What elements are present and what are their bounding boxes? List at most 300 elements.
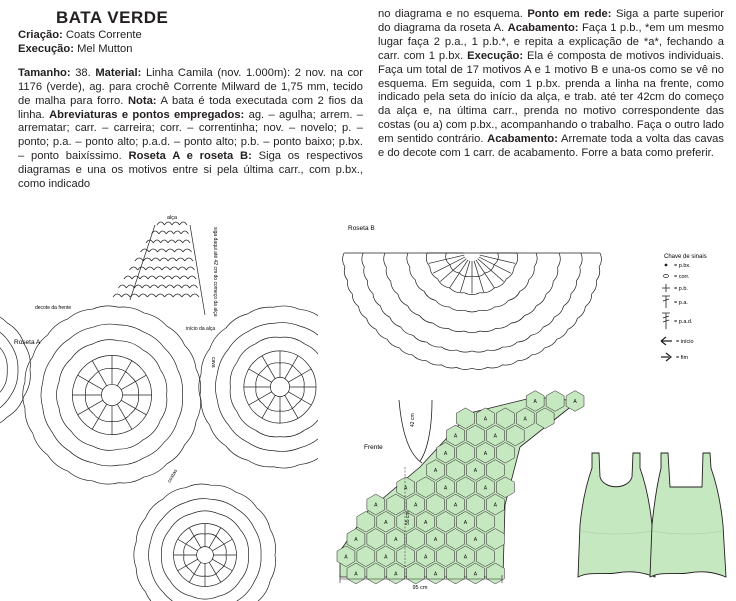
strap-arch bbox=[166, 285, 174, 288]
section-text: Siga os respectivos diagramas e una os motivos entre si pela última carr., com p.bx., como indicado bbox=[18, 150, 363, 191]
rosette-bottom-arch bbox=[151, 518, 163, 542]
motif-label-a: A bbox=[344, 554, 348, 561]
rosette-bottom-arch bbox=[149, 542, 151, 569]
label-roseta-b: Roseta B bbox=[348, 225, 375, 232]
rosette-right-arch bbox=[230, 387, 237, 412]
rosette-b-arch bbox=[480, 307, 495, 311]
motif-label-a: A bbox=[404, 485, 408, 492]
rosette-right-arch bbox=[256, 370, 263, 387]
rosette-main-arch bbox=[112, 368, 131, 376]
rosette-b-arch bbox=[407, 253, 410, 267]
rosette-right-arch bbox=[256, 387, 263, 404]
motif-label-a: A bbox=[443, 450, 448, 457]
rosette-bottom-arch bbox=[163, 503, 185, 518]
strap-arch bbox=[190, 294, 199, 297]
rosette-main-arch bbox=[167, 445, 185, 464]
rosette-b-arch bbox=[487, 365, 502, 368]
strap-arch bbox=[157, 222, 165, 225]
rosette-main-arch bbox=[70, 327, 93, 339]
motif-label-a: A bbox=[453, 502, 458, 509]
rosette-right-arch bbox=[323, 413, 339, 435]
legend-item: = p.a. bbox=[674, 300, 688, 306]
creation-value: Coats Corrente bbox=[62, 29, 142, 41]
section-label: Nota: bbox=[127, 94, 157, 107]
rosette-main-spoke bbox=[78, 400, 103, 415]
rosette-main-arch bbox=[47, 455, 68, 471]
rosette-bottom-arch bbox=[170, 581, 192, 597]
rosette-right-arch bbox=[248, 307, 274, 314]
rosette-b-arch bbox=[427, 342, 442, 347]
strap-arch bbox=[119, 285, 127, 288]
strap-arch bbox=[186, 267, 194, 270]
strap-arch bbox=[166, 249, 175, 252]
rosette-b-arch bbox=[568, 318, 578, 329]
rosette-b-arch bbox=[577, 307, 585, 319]
rosette-b-spoke bbox=[479, 257, 511, 273]
strap-arch bbox=[142, 285, 150, 288]
strap-arch bbox=[181, 231, 188, 234]
legend-symbol-pbx bbox=[665, 264, 668, 267]
rosette-left-arch bbox=[0, 326, 10, 344]
rosette-bottom-spoke bbox=[189, 528, 201, 548]
rosette-b-arch bbox=[408, 306, 420, 316]
rosette-b-arch bbox=[464, 310, 479, 312]
text-column-left bbox=[18, 9, 363, 192]
rosette-b-arch bbox=[344, 267, 347, 281]
rosette-b-arch bbox=[464, 331, 480, 333]
motif-label-a: A bbox=[493, 433, 498, 440]
rosette-main-arch bbox=[41, 382, 43, 408]
rosette-right-spoke bbox=[262, 356, 275, 379]
rosette-bottom-arch bbox=[227, 555, 236, 577]
rosette-b-arch bbox=[415, 280, 424, 291]
rosette-right-arch bbox=[248, 323, 273, 331]
motif-label-a: A bbox=[533, 399, 537, 405]
rosette-right-arch bbox=[217, 349, 228, 373]
strap-arch bbox=[138, 267, 146, 270]
rosette-b-arch bbox=[592, 281, 597, 294]
rosette-b-arch bbox=[391, 281, 398, 294]
strap-arch bbox=[175, 249, 184, 252]
strap-arch bbox=[124, 276, 132, 279]
rosette-bottom-arch bbox=[255, 529, 261, 555]
rosette-b-arch bbox=[368, 281, 374, 294]
rosette-right-arch bbox=[215, 374, 217, 401]
rosette-right-arch bbox=[305, 344, 323, 362]
rosette-b-arch bbox=[487, 347, 502, 350]
rosette-right-arch bbox=[300, 309, 324, 320]
rosette-b-arch bbox=[534, 253, 537, 267]
garment-front-shape bbox=[578, 453, 655, 577]
strap-arch bbox=[122, 294, 131, 297]
strap-arch bbox=[162, 267, 170, 270]
rosette-b-arch bbox=[362, 253, 364, 267]
rosette-bottom-arch bbox=[170, 514, 192, 530]
rosette-main-arch bbox=[143, 332, 164, 348]
rosette-right-arch bbox=[324, 436, 343, 454]
rosette-b-arch bbox=[558, 253, 561, 267]
section-text: Siga a parte superior do diagrama da roseta A. bbox=[378, 8, 724, 34]
rosette-bottom-spoke bbox=[209, 562, 221, 582]
motif-label-a: A bbox=[433, 468, 438, 474]
rosette-b-arch bbox=[543, 317, 554, 327]
strap-arch bbox=[176, 258, 184, 261]
rosette-right-arch bbox=[297, 387, 304, 404]
rosette-b-spoke bbox=[450, 260, 468, 288]
rosette-b-arch bbox=[536, 294, 546, 306]
rosette-right-arch bbox=[324, 320, 343, 338]
rosette-b-arch bbox=[441, 347, 456, 350]
rosette-b-arch bbox=[585, 294, 591, 307]
diagrams-area bbox=[0, 205, 736, 601]
section-text: A bata é toda executada com 2 fios da linha. bbox=[18, 94, 364, 121]
rosette-main-arch bbox=[93, 324, 119, 327]
garment-front bbox=[578, 453, 655, 577]
motif-label-a: A bbox=[473, 537, 478, 543]
rosette-bottom-arch bbox=[184, 540, 190, 555]
rosette-main-arch bbox=[92, 306, 118, 309]
rosette-left-arch bbox=[10, 370, 18, 396]
rosette-b-arch bbox=[373, 294, 380, 306]
strap-arch bbox=[185, 258, 193, 261]
rosette-main-arch bbox=[68, 309, 92, 319]
rosette-bottom-arch bbox=[236, 492, 257, 508]
rosette-main-arch bbox=[131, 376, 139, 395]
rosette-main-arch bbox=[178, 395, 183, 420]
motif-label-a: A bbox=[394, 571, 398, 578]
rosette-right-arch bbox=[273, 465, 299, 469]
section-text: ag. – agulha; arrem. – arrematar; carr. – carreira; corr. – correntinha; nov. – novelo; p. – ponto; p.a. – ponto alto; p.a.d. – ponto alto; p.b. – ponto baixo; p.bx. – ponto baixíssimo. bbox=[18, 108, 363, 163]
rosette-bottom-center bbox=[197, 547, 214, 564]
legend-symbol-pa bbox=[662, 296, 670, 308]
rosette-main-arch bbox=[71, 431, 92, 446]
rosette-b-arch bbox=[448, 328, 464, 331]
rosette-main-arch bbox=[33, 433, 48, 455]
rosette-b-arch bbox=[386, 267, 391, 281]
section-label: Abreviaturas e pontos empregados: bbox=[49, 108, 245, 121]
rosette-left-arch bbox=[24, 370, 30, 396]
section-label: Acabamento: bbox=[487, 133, 558, 146]
legend bbox=[661, 254, 707, 361]
rosette-bottom-arch bbox=[183, 524, 205, 533]
rosette-main-arch bbox=[119, 341, 143, 350]
rosette-main-arch bbox=[93, 340, 119, 344]
rosette-main-spoke bbox=[117, 404, 132, 429]
strap-arch bbox=[152, 258, 160, 261]
strap-arch bbox=[165, 294, 174, 297]
rosette-bottom-arch bbox=[145, 499, 162, 518]
rosette-bottom-arch bbox=[145, 592, 162, 601]
rosette-main-spoke bbox=[92, 404, 107, 429]
section-text: Faça 1 p.b., *em um mesmo lugar faça 2 p.a., 1 p.b.*, e repita a explicação de *a*, fechando a carr. com 1 p.bx. bbox=[378, 21, 724, 62]
rosette-main-arch bbox=[118, 458, 143, 465]
assembly-schematic bbox=[337, 391, 584, 591]
rosette-right-arch bbox=[297, 370, 304, 387]
strap-arch bbox=[180, 222, 188, 225]
rosette-left-arch bbox=[0, 312, 7, 324]
section-label: Roseta A e roseta B: bbox=[128, 150, 252, 163]
rosette-main-arch bbox=[119, 477, 145, 483]
strap-arch bbox=[158, 249, 167, 252]
rosette-main-arch bbox=[25, 357, 33, 382]
rosette-right-arch bbox=[228, 332, 248, 350]
rosette-b-arch bbox=[580, 253, 582, 267]
rosette-right-arch bbox=[262, 351, 286, 356]
motif-label-a: A bbox=[384, 554, 388, 561]
strap-arch bbox=[156, 294, 165, 297]
strap-arch bbox=[154, 267, 162, 270]
credit-creation bbox=[18, 29, 363, 43]
rosette-right-arch bbox=[230, 362, 237, 387]
rosette-bottom-arch bbox=[174, 555, 183, 577]
motif-label-a: A bbox=[374, 502, 378, 509]
rosette-b-arch bbox=[599, 253, 601, 267]
rosette-bottom-spoke bbox=[178, 559, 198, 571]
legend-item: = fim bbox=[676, 355, 689, 361]
section-label: Execução: bbox=[467, 49, 524, 62]
section-label: Tamanho: bbox=[18, 66, 71, 79]
strap-arch bbox=[183, 249, 192, 252]
rosette-right-arch bbox=[273, 323, 299, 327]
rosette-bottom-arch bbox=[184, 555, 190, 570]
rosette-right-arch bbox=[308, 364, 316, 387]
rosette-bottom-arch bbox=[270, 530, 275, 555]
rosette-main-arch bbox=[119, 307, 145, 313]
legend-symbol-fim bbox=[661, 353, 671, 361]
strap-arch bbox=[164, 276, 172, 279]
label-inicio-alca: início da alça bbox=[186, 326, 216, 332]
rosette-bottom-arch bbox=[205, 577, 227, 586]
rosette-main-spoke bbox=[121, 375, 146, 390]
rosette-right-arch bbox=[255, 337, 280, 344]
rosette-bottom-arch bbox=[257, 508, 271, 530]
rosette-right-arch bbox=[323, 339, 339, 361]
rosette-right-arch bbox=[263, 404, 280, 411]
rosette-right-partial bbox=[199, 306, 361, 468]
motif-label-a: A bbox=[473, 468, 478, 474]
section-text: Ela é composta de motivos individuais. Faça um total de 17 motivos A e 1 motivo B e una-os como se vê no esquema. Em seguida, com 1 p.bx. prenda a linha na frente, como indicado pela seta do início da alça, e trab. até ter 42cm do começo da alça e, na última carr., prenda no motivo correspondente das costas (ou a) com p.bx., acompanhando o trabalho. Faça o outro lado em sentido contrário. bbox=[378, 49, 724, 146]
rosette-b-arch bbox=[553, 267, 558, 281]
strap-arch bbox=[149, 249, 158, 252]
legend-symbol-inicio bbox=[661, 337, 672, 345]
rosette-b-arch bbox=[398, 294, 408, 306]
strap-arch bbox=[190, 285, 198, 288]
motif-label-a: A bbox=[473, 571, 478, 578]
rosette-b-arch bbox=[503, 361, 518, 365]
rosette-main-arch bbox=[178, 370, 183, 395]
legend-symbol-pad bbox=[662, 313, 670, 329]
section-text: Linha Camila (nov. 1.000m): 2 nov. na cor 1176 (verde), ag. para crochê Corrente Milward de 1,75 mm, tecido de malha para forro. bbox=[18, 66, 363, 107]
section-label: Material: bbox=[95, 66, 142, 79]
rosette-right-spoke bbox=[262, 395, 275, 418]
section-label: Acabamento: bbox=[507, 21, 579, 34]
schematic-strap-outline bbox=[399, 400, 432, 463]
rosette-b-arch bbox=[420, 316, 434, 324]
legend-item: = p.b. bbox=[674, 286, 688, 292]
rosette-bottom-arch bbox=[192, 596, 219, 599]
rosette-b-arch bbox=[517, 355, 531, 361]
rosette-main-arch bbox=[112, 414, 131, 422]
rosette-main-arch bbox=[92, 355, 119, 360]
rosette-b-arch bbox=[390, 317, 401, 327]
rosette-main-arch bbox=[167, 326, 185, 345]
strap-arch bbox=[141, 249, 150, 252]
hex-grid bbox=[337, 391, 584, 584]
rosette-b-arch bbox=[554, 306, 563, 317]
rosette-b-arch bbox=[441, 365, 456, 368]
rosette-bottom-arch bbox=[237, 509, 255, 529]
rosette-b-arch bbox=[472, 350, 487, 352]
strap-arch bbox=[113, 294, 122, 297]
rosette-bottom-arch bbox=[220, 540, 226, 555]
rosette-left-arch bbox=[0, 370, 7, 394]
label-alca: alça bbox=[166, 215, 178, 221]
motif-label-a: A bbox=[433, 571, 438, 578]
rosette-right-arch bbox=[201, 349, 210, 374]
rosette-right-arch bbox=[356, 387, 361, 413]
legend-item: = corr. bbox=[674, 274, 690, 280]
label-cava: cava bbox=[210, 357, 216, 368]
rosette-b-arch bbox=[524, 306, 536, 316]
rosette-main-arch bbox=[131, 395, 139, 414]
strap-arch bbox=[166, 231, 173, 234]
motif-label-a: A bbox=[483, 416, 488, 423]
rosette-bottom-arch bbox=[174, 533, 183, 555]
strap-edge bbox=[130, 225, 205, 315]
rosette-right-arch bbox=[273, 448, 299, 452]
strap-arch bbox=[148, 276, 156, 279]
rosette-main-arch bbox=[85, 395, 93, 414]
rosette-main-arch bbox=[143, 442, 164, 458]
rosette-b-spoke bbox=[429, 255, 465, 263]
rosette-right-arch bbox=[343, 413, 356, 436]
rosette-b-arch bbox=[514, 253, 518, 267]
strap-arch bbox=[140, 276, 148, 279]
rosette-right-spoke bbox=[249, 392, 272, 405]
strap-arch bbox=[160, 258, 168, 261]
rosette-main-arch bbox=[142, 395, 151, 420]
rosette-bottom-arch bbox=[190, 570, 205, 576]
rosette-b-arch bbox=[517, 335, 531, 342]
rosette-left-partial bbox=[0, 309, 30, 431]
rosette-b-diagram bbox=[343, 253, 602, 369]
rosette-left-arch bbox=[7, 396, 24, 417]
rosette-right-arch bbox=[273, 306, 299, 310]
rosette-main-arch bbox=[144, 464, 167, 477]
rosette-main-spoke bbox=[121, 400, 146, 415]
legend-item: = p.bx. bbox=[674, 263, 691, 269]
legend-symbol-corr bbox=[664, 274, 669, 277]
rosette-right-arch bbox=[280, 430, 305, 437]
rosette-main-spoke bbox=[92, 361, 107, 386]
rosette-bottom-arch bbox=[185, 499, 212, 503]
rosette-b-arch bbox=[399, 348, 412, 355]
rosette-right-arch bbox=[308, 387, 316, 410]
rosette-b-arch bbox=[520, 280, 529, 291]
rosette-bottom-arch bbox=[190, 534, 205, 540]
rosette-bottom-arch bbox=[218, 514, 240, 530]
rosette-b-arch bbox=[449, 307, 464, 311]
rosette-bottom-arch bbox=[186, 484, 212, 488]
rosette-b-arch bbox=[508, 291, 520, 300]
rosette-main-arch bbox=[164, 348, 178, 370]
rosette-bottom-arch bbox=[240, 529, 248, 555]
rosette-bottom-arch bbox=[212, 499, 237, 509]
legend-item: = p.a.d. bbox=[674, 319, 693, 325]
motif-label-a: A bbox=[423, 554, 428, 561]
label-costas-vertical: costas bbox=[166, 468, 179, 484]
rosette-b-arch bbox=[480, 328, 496, 331]
strap-arch bbox=[134, 285, 142, 288]
rosette-b-arch bbox=[557, 329, 568, 339]
rosette-bottom-arch bbox=[237, 581, 255, 601]
rosette-main-arch bbox=[93, 414, 112, 422]
rosette-right-spoke bbox=[249, 369, 272, 382]
rosette-main-arch bbox=[43, 408, 52, 432]
instructions-right bbox=[378, 8, 724, 161]
rosette-bottom-arch bbox=[183, 577, 205, 586]
rosette-main-arch bbox=[70, 451, 93, 463]
instructions-left bbox=[18, 67, 363, 192]
rosette-b-arch bbox=[531, 327, 543, 335]
rosette-b-arch bbox=[352, 294, 358, 307]
strap-arch bbox=[135, 258, 143, 261]
rosette-left-arch bbox=[0, 396, 10, 414]
rosette-right-arch bbox=[343, 338, 356, 361]
label-vertical-note: siga daqui até 42 cm do começo da alça bbox=[212, 227, 218, 317]
label-frente: Frente bbox=[364, 444, 383, 451]
rosette-b-arch bbox=[436, 300, 450, 306]
rosette-right-arch bbox=[300, 326, 323, 339]
rosette-b-arch bbox=[545, 339, 557, 348]
rosette-bottom-arch bbox=[240, 555, 248, 581]
legend-item: = início bbox=[676, 339, 694, 345]
rosette-main-arch bbox=[93, 368, 112, 376]
motif-label-a: A bbox=[493, 502, 498, 509]
rosette-b-arch bbox=[571, 281, 577, 294]
rosette-b-arch bbox=[472, 367, 487, 369]
rosette-bottom-arch bbox=[161, 555, 169, 581]
rosette-main-arch bbox=[59, 359, 71, 382]
rosette-b-arch bbox=[424, 291, 436, 300]
rosette-left-arch bbox=[10, 344, 18, 370]
rosette-right-arch bbox=[323, 362, 330, 387]
strap-arch bbox=[174, 285, 182, 288]
rosette-right-spoke bbox=[285, 395, 298, 418]
rosette-b-arch bbox=[494, 279, 506, 288]
rosette-main bbox=[23, 306, 201, 484]
rosette-main-arch bbox=[93, 446, 119, 450]
rosette-main-arch bbox=[43, 358, 52, 382]
rosette-right-arch bbox=[217, 400, 228, 424]
strap-arch bbox=[126, 285, 134, 288]
strap-arch bbox=[168, 258, 176, 261]
motif-label-a: A bbox=[483, 485, 488, 492]
motif-label-a: A bbox=[523, 416, 527, 423]
strap-arch bbox=[143, 258, 151, 261]
strap-arch bbox=[147, 294, 156, 297]
strap-arch bbox=[159, 231, 166, 234]
rosette-bottom-arch bbox=[220, 555, 226, 570]
strap-arch bbox=[161, 240, 168, 243]
rosette-b-arch bbox=[495, 300, 509, 306]
rosette-main-arch bbox=[144, 313, 167, 326]
strap-arch bbox=[172, 276, 180, 279]
rosette-main-arch bbox=[52, 339, 69, 358]
legend-symbol-pb bbox=[662, 284, 670, 292]
rosette-b-arch bbox=[457, 350, 472, 352]
strap-arch bbox=[175, 240, 182, 243]
